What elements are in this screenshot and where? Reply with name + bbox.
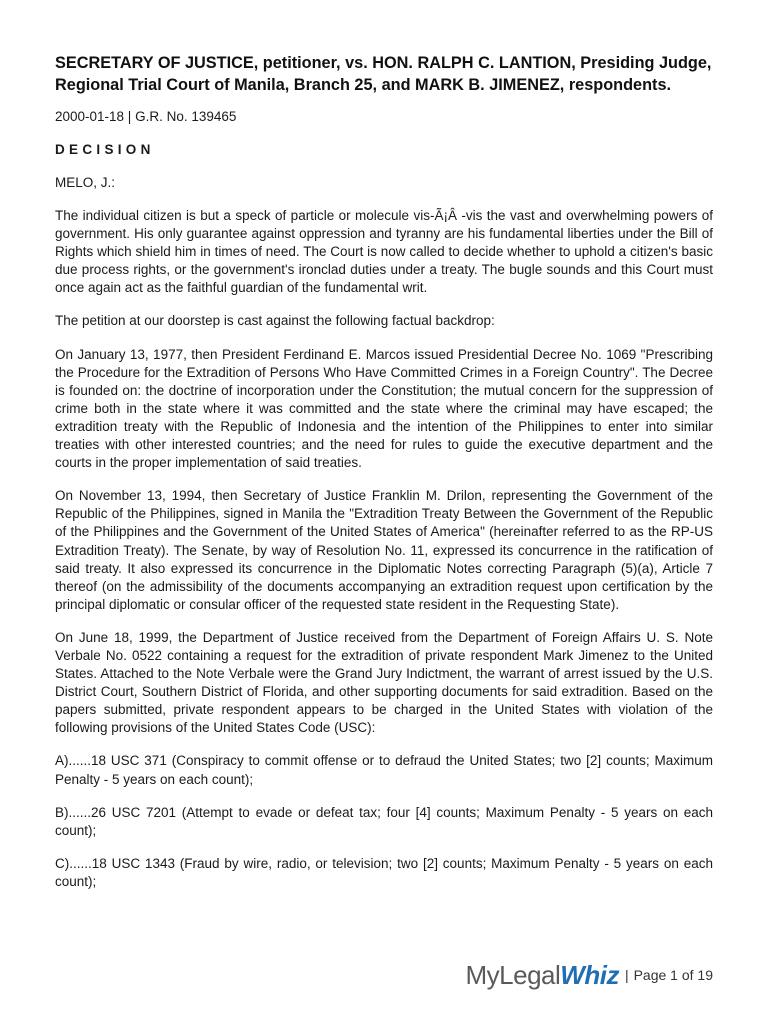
paragraph-treaty: On November 13, 1994, then Secretary of Justice Franklin M. Drilon, representing the Government of the Republic of the Philippines, signed in Manila the "Extradition Treaty Between the Government of the Republic of the Philippines and the Government of the United States of America" (hereinafter referred to as the RP-US Extradition Treaty). The Senate, by way of Resolution No. 11, expressed its concurrence in the ratification of said treaty. It also expressed its concurrence in the Diplomatic Notes correcting Paragraph (5)(a), Article 7 thereof (on the admissibility of the documents accompanying an extradition request upon certification by the principal diplomatic or consular officer of the requested state resident in the Requesting State). [55, 488, 713, 612]
paragraph-backdrop: The petition at our doorstep is cast against the following factual backdrop: [55, 313, 495, 329]
paragraph-note-verbale: On June 18, 1999, the Department of Justice received from the Department of Foreign Affairs U. S. Note Verbale No. 0522 containing a request for the extradition of private respondent Mark Jimenez to the United States. Attached to the Note Verbale were the Grand Jury Indictment, the warrant of arrest issued by the U.S. District Court, Southern District of Florida, and other supporting documents for said extradition. Based on the papers submitted, private respondent appears to be charged in the United States with violation of the following provisions of the United States Code (USC): [55, 629, 713, 736]
logo-legal-text: Legal [499, 960, 561, 990]
case-title: SECRETARY OF JUSTICE, petitioner, vs. HON. RALPH C. LANTION, Presiding Judge, Regional Trial Court of Manila, Branch 25, and MARK B. JIMENEZ, respondents. [55, 54, 712, 94]
charge-item-c: C)......18 USC 1343 (Fraud by wire, radio, or television; two [2] counts; Maximum Penalty - 5 years on each count); [55, 855, 713, 889]
footer-separator: | [624, 967, 629, 983]
document-page [55, 52, 713, 906]
logo-my-text: My [465, 960, 500, 990]
charge-item-b: B)......26 USC 7201 (Attempt to evade or defeat tax; four [4] counts; Maximum Penalty - 5 years on each count); [55, 804, 713, 838]
page-footer [466, 960, 714, 990]
page-number: Page 1 of 19 [633, 967, 713, 983]
logo-whiz-text: Whiz [560, 960, 619, 990]
charge-item-a: A)......18 USC 371 (Conspiracy to commit offense or to defraud the United States; two [2] counts; Maximum Penalty - 5 years on each count); [55, 753, 713, 787]
mylegalwhiz-logo[interactable] [466, 960, 619, 990]
paragraph-intro: The individual citizen is but a speck of particle or molecule vis-Ã¡Â -vis the vast and overwhelming powers of government. His only guarantee against oppression and tyranny are his fundamental liberties under the Bill of Rights which shield him in times of need. The Court is now called to decide whether to uphold a citizen's basic due process rights, or the government's ironclad duties under a treaty. The bugle sounds and this Court must once again act as the faithful guardian of the fundamental writ. [55, 208, 713, 296]
paragraph-pd-1069: On January 13, 1977, then President Ferdinand E. Marcos issued Presidential Decree No. 1069 "Prescribing the Procedure for the Extradition of Persons Who Have Committed Crimes in a Foreign Country". The Decree is founded on: the doctrine of incorporation under the Constitution; the mutual concern for the suppression of crime both in the state where it was committed and the state where the criminal may have escaped; the extradition treaty with the Republic of Indonesia and the intention of the Philippines to enter into similar treaties with other interested countries; and the need for rules to guide the executive department and the courts in the proper implementation of said treaties. [55, 346, 713, 471]
date-gr-number: 2000-01-18 | G.R. No. 139465 [55, 109, 237, 124]
ponente: MELO, J.: [55, 175, 116, 190]
decision-heading: DECISION [55, 142, 155, 157]
